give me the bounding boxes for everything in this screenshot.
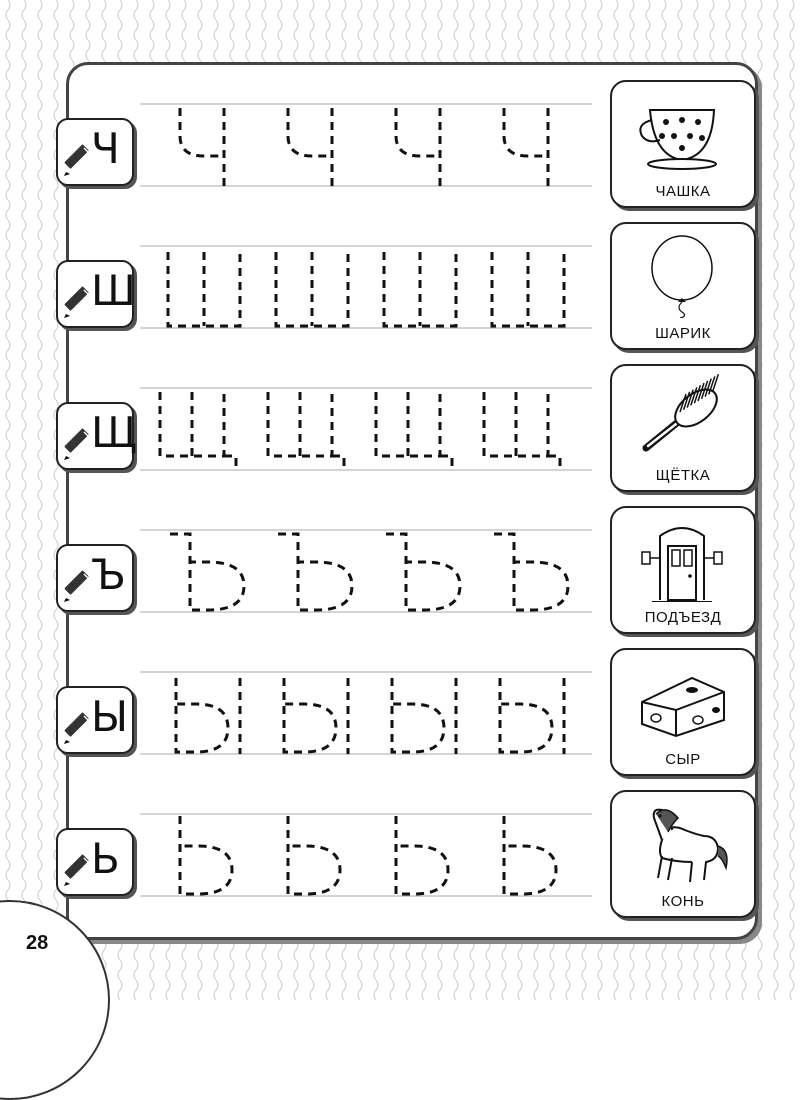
- row-yery: [0, 648, 800, 788]
- tracing-area: [140, 364, 600, 494]
- card-word: СЫР: [665, 751, 701, 768]
- badge-letter: Ч: [91, 124, 120, 173]
- badge-letter: Щ: [91, 408, 137, 457]
- badge-letter: Ъ: [91, 550, 126, 599]
- cup-icon: [632, 90, 732, 176]
- tracing-area: [140, 222, 600, 352]
- badge-letter: Ш: [91, 266, 136, 315]
- row-che: [0, 80, 800, 220]
- card-word: ШАРИК: [655, 325, 711, 342]
- word-card: [610, 364, 756, 492]
- tracing-area: [140, 506, 600, 636]
- horse-icon: [632, 800, 732, 886]
- row-sha: [0, 222, 800, 362]
- letter-badge: [56, 402, 137, 470]
- card-word: ПОДЪЕЗД: [644, 609, 722, 626]
- tracing-area: [140, 790, 600, 920]
- tracing-area: [140, 80, 600, 210]
- cheese-icon: [632, 658, 732, 744]
- word-card: [610, 790, 756, 918]
- badge-letter: Ь: [91, 834, 120, 883]
- letter-badge: [56, 686, 134, 754]
- entrance-icon: [632, 516, 732, 602]
- row-hard-sign: [0, 506, 800, 646]
- badge-letter: Ы: [91, 692, 129, 741]
- letter-badge: [56, 260, 134, 328]
- word-card: [610, 648, 756, 776]
- row-shcha: [0, 364, 800, 504]
- word-card: [610, 80, 756, 208]
- tracing-area: [140, 648, 600, 778]
- word-card: [610, 222, 756, 350]
- row-soft-sign: [0, 790, 800, 930]
- balloon-icon: [632, 232, 732, 318]
- page-number: 28: [26, 932, 49, 954]
- letter-badge: [56, 828, 134, 896]
- card-word: ЧАШКА: [655, 183, 711, 200]
- brush-icon: [632, 374, 732, 460]
- card-word: ЩЁТКА: [655, 467, 711, 484]
- letter-badge: [56, 544, 134, 612]
- word-card: [610, 506, 756, 634]
- card-word: КОНЬ: [661, 893, 705, 910]
- letter-badge: [56, 118, 134, 186]
